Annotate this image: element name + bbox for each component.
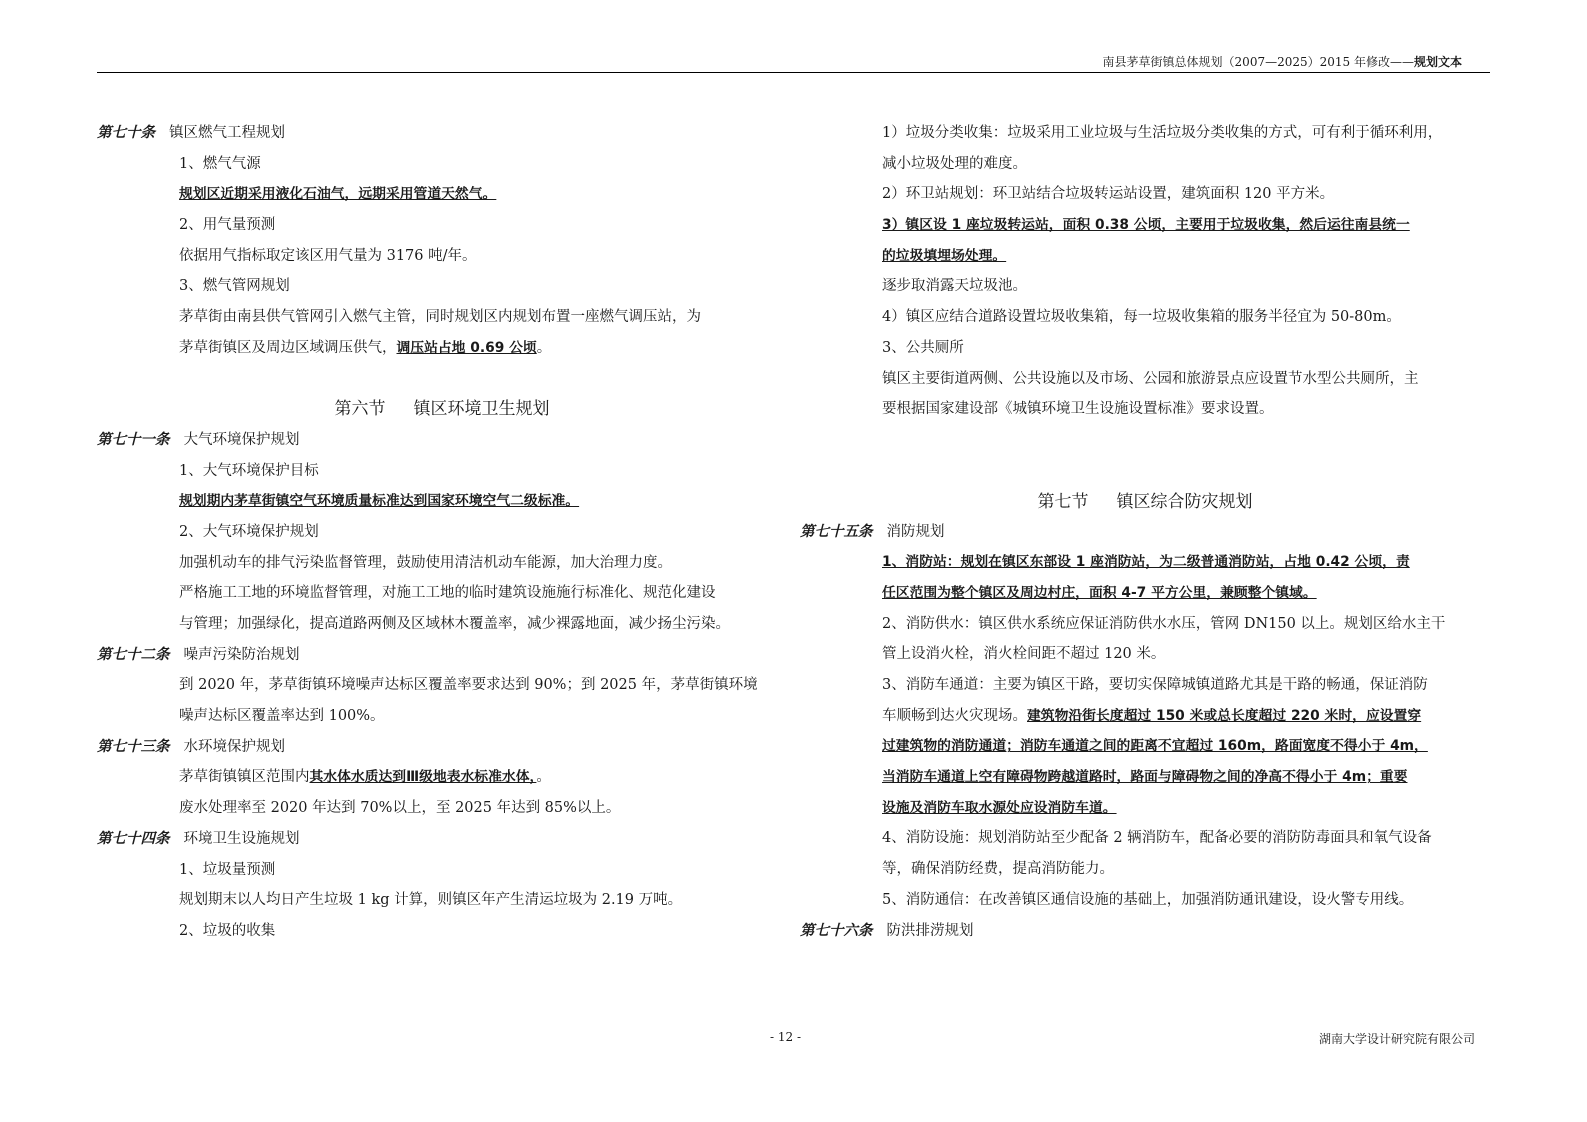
emphasis-span: 调压站占地 0.69 公顷 xyxy=(396,339,537,356)
article-label: 第七十一条 xyxy=(97,430,170,448)
body-text: 等，确保消防经费，提高消防能力。 xyxy=(882,861,1114,878)
body-text: 与管理；加强绿化，提高道路两侧及区域林木覆盖率，减少裸露地面，减少扬尘污染。 xyxy=(179,616,730,632)
body-text xyxy=(97,762,787,793)
article-title: 大气环境保护规划 xyxy=(183,431,300,448)
article-label: 第七十五条 xyxy=(800,522,873,540)
article-title: 噪声污染防治规划 xyxy=(183,646,300,663)
body-text: 加强机动车的排气污染监督管理，鼓励使用清洁机动车能源，加大治理力度。 xyxy=(179,554,672,571)
article-title: 镇区燃气工程规划 xyxy=(169,125,285,141)
emphasis-text xyxy=(97,486,787,517)
body-text: 要根据国家建设部《城镇环境卫生设施设置标准》要求设置。 xyxy=(882,401,1274,418)
subheading: 3、公共厕所 xyxy=(882,339,964,356)
emphasis-text xyxy=(97,179,787,210)
body-span: 。 xyxy=(536,339,552,356)
body-text: 依据用气指标取定该区用气量为 3176 吨/年。 xyxy=(179,247,477,264)
emphasis-span: 3）镇区设 1 座垃圾转运站，面积 0.38 公顷，主要用于垃圾收集，然后运往南县统一 xyxy=(882,217,1410,234)
article-75-heading xyxy=(800,517,1490,548)
body-text: 严格施工工地的环境监督管理，对施工工地的临时建筑设施施行标准化、规范化建设 xyxy=(179,585,716,602)
section-title: 镇区综合防灾规划 xyxy=(1116,491,1253,512)
body-text: 镇区主要街道两侧、公共设施以及市场、公园和旅游景点应设置节水型公共厕所，主 xyxy=(882,370,1419,387)
emphasis-span: 规划期内茅草街镇空气环境质量标准达到国家环境空气二级标准。 xyxy=(179,493,580,510)
emphasis-span: 的垃圾填埋场处理。 xyxy=(882,247,1007,264)
body-span: 茅草街镇区及周边区域调压供气， xyxy=(179,339,397,356)
emphasis-span: 过建筑物的消防通道；消防车通道之间的距离不宜超过 160m，路面宽度不得小于 4m， xyxy=(882,738,1428,755)
body-text: 2）环卫站规划：环卫站结合垃圾转运站设置，建筑面积 120 平方米。 xyxy=(882,186,1335,203)
emphasis-span: 任区范围为整个镇区及周边村庄，面积 4-7 平方公里，兼顾整个镇域。 xyxy=(882,584,1317,601)
body-text: 2、消防供水：镇区供水系统应保证消防供水水压，管网 DN150 以上。规划区给水主干 xyxy=(882,615,1446,632)
section-6-heading xyxy=(97,394,787,425)
section-title: 镇区环境卫生规划 xyxy=(413,399,550,420)
article-title: 消防规划 xyxy=(886,523,945,540)
subheading: 2、用气量预测 xyxy=(179,217,276,234)
left-column xyxy=(97,118,787,947)
subheading: 1、大气环境保护目标 xyxy=(179,462,319,479)
article-label: 第七十六条 xyxy=(800,921,873,939)
body-text: 到 2020 年，茅草街镇环境噪声达标区覆盖率要求达到 90%；到 2025 年，茅草街镇环境 xyxy=(179,677,758,694)
section-number: 第七节 xyxy=(1037,491,1089,512)
emphasis-span: 其水体水质达到Ⅲ级地表水标准水体， xyxy=(309,769,537,786)
body-text: 逐步取消露天垃圾池。 xyxy=(882,278,1027,295)
emphasis-span: 建筑物沿街长度超过 150 米或总长度超过 220 米时，应设置穿 xyxy=(1027,707,1422,724)
body-span: 茅草街镇镇区范围内 xyxy=(179,769,310,786)
emphasis-span: 当消防车通道上空有障碍物跨越道路时，路面与障碍物之间的净高不得小于 4m；重要 xyxy=(882,769,1408,786)
article-label: 第七十二条 xyxy=(97,645,170,663)
body-span: 。 xyxy=(536,769,551,786)
article-74-heading xyxy=(97,824,787,855)
article-72-heading xyxy=(97,640,787,671)
article-70-heading xyxy=(97,118,787,149)
subheading: 1、垃圾量预测 xyxy=(179,861,276,878)
body-text: 1）垃圾分类收集：垃圾采用工业垃圾与生活垃圾分类收集的方式，可有利于循环利用， xyxy=(882,125,1443,141)
spacer xyxy=(97,364,787,395)
body-text: 5、消防通信：在改善镇区通信设施的基础上，加强消防通讯建设，设火警专用线。 xyxy=(882,891,1414,908)
section-7-heading xyxy=(800,456,1490,517)
body-text: 3、消防车通道：主要为镇区干路，要切实保障城镇道路尤其是干路的畅通，保证消防 xyxy=(882,677,1428,693)
footer-organization: 湖南大学设计研究院有限公司 xyxy=(1318,1032,1475,1046)
body-text: 规划期末以人均日产生垃圾 1 kg 计算，则镇区年产生清运垃圾为 2.19 万吨。 xyxy=(179,892,683,909)
body-text xyxy=(97,333,787,364)
spacer xyxy=(800,425,1490,456)
body-text: 4、消防设施：规划消防站至少配备 2 辆消防车，配备必要的消防防毒面具和氧气设备 xyxy=(882,830,1432,847)
emphasis-span: 规划区近期采用液化石油气，远期采用管道天然气。 xyxy=(179,186,497,203)
emphasis-span: 设施及消防车取水源处应设消防车道。 xyxy=(882,799,1117,816)
body-text xyxy=(800,701,1490,732)
subheading: 2、垃圾的收集 xyxy=(179,922,276,939)
body-span: 车顺畅到达火灾现场。 xyxy=(882,707,1027,724)
emphasis-text xyxy=(800,578,1490,609)
article-label: 第七十四条 xyxy=(97,829,170,847)
body-text: 管上设消火栓，消火栓间距不超过 120 米。 xyxy=(882,646,1166,663)
header-title: 南县茅草街镇总体规划（2007—2025）2015 年修改—— xyxy=(1102,55,1414,69)
emphasis-text xyxy=(800,241,1490,272)
body-text: 减小垃圾处理的难度。 xyxy=(882,155,1027,172)
section-number: 第六节 xyxy=(334,399,386,420)
article-76-heading xyxy=(800,916,1490,947)
right-column xyxy=(800,118,1490,946)
emphasis-text xyxy=(800,547,1490,578)
subheading: 1、燃气气源 xyxy=(179,155,261,172)
header-rule xyxy=(97,72,1490,73)
subheading: 3、燃气管网规划 xyxy=(179,278,290,295)
article-71-heading xyxy=(97,425,787,456)
article-title: 环境卫生设施规划 xyxy=(183,830,300,847)
header-title-bold: 规划文本 xyxy=(1413,55,1462,69)
emphasis-text xyxy=(800,731,1490,762)
emphasis-span: 1、消防站：规划在镇区东部设 1 座消防站，为二级普通消防站，占地 0.42 公顷，责 xyxy=(882,554,1410,571)
emphasis-text xyxy=(800,793,1490,824)
article-label: 第七十三条 xyxy=(97,737,170,755)
article-label: 第七十条 xyxy=(97,124,155,141)
emphasis-text xyxy=(800,210,1490,241)
body-text: 噪声达标区覆盖率达到 100%。 xyxy=(179,708,385,725)
article-title: 水环境保护规划 xyxy=(183,738,285,755)
article-title: 防洪排涝规划 xyxy=(886,922,974,939)
subheading: 2、大气环境保护规划 xyxy=(179,523,319,540)
body-text: 废水处理率至 2020 年达到 70%以上，至 2025 年达到 85%以上。 xyxy=(179,800,621,817)
article-73-heading xyxy=(97,732,787,763)
emphasis-text xyxy=(800,762,1490,793)
body-text: 茅草街由南县供气管网引入燃气主管，同时规划区内规划布置一座燃气调压站，为 xyxy=(179,309,701,326)
running-header xyxy=(1103,55,1462,69)
page-number: - 12 - xyxy=(770,1030,802,1044)
body-text: 4）镇区应结合道路设置垃圾收集箱，每一垃圾收集箱的服务半径宜为 50-80m。 xyxy=(882,309,1401,326)
